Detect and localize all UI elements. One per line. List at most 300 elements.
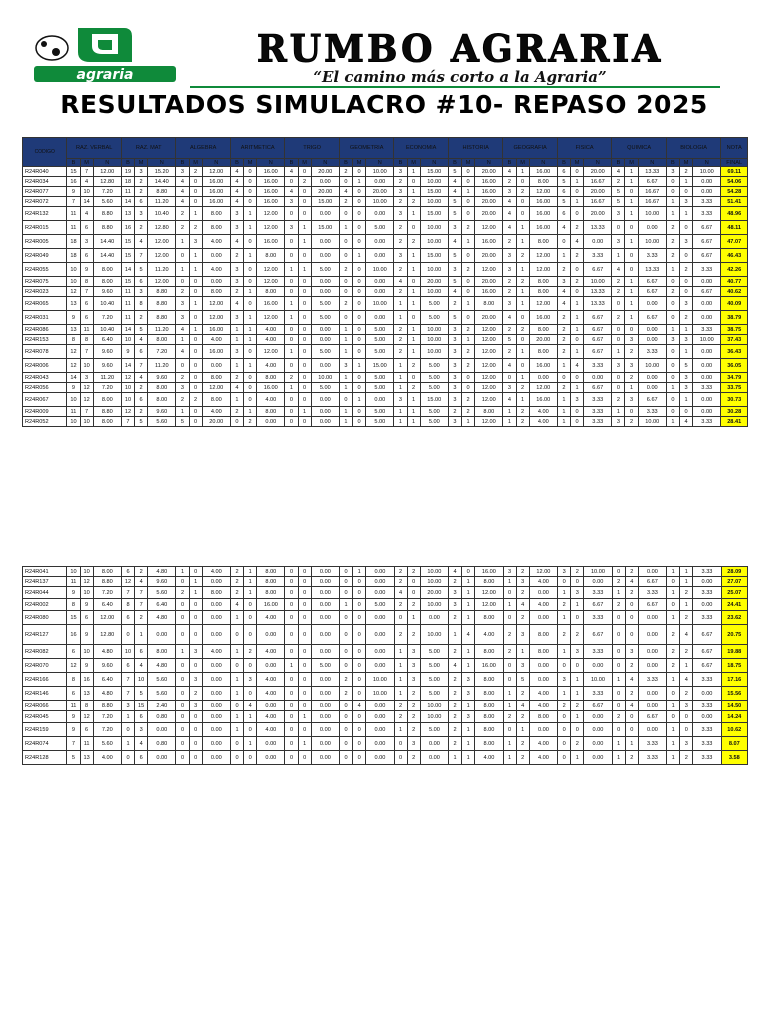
score-cell: 0.00	[638, 297, 666, 311]
score-cell: 6	[67, 687, 80, 701]
score-cell: 12.00	[257, 277, 285, 287]
score-cell: 10.00	[420, 221, 448, 235]
score-cell: 7	[135, 359, 148, 373]
score-cell: 0.00	[202, 359, 230, 373]
score-cell: 10.00	[584, 277, 612, 287]
score-cell: 5.60	[148, 587, 176, 599]
score-cell: 4	[394, 277, 407, 287]
score-cell: 5.00	[366, 599, 394, 611]
score-cell: 3	[462, 711, 475, 723]
score-cell: 16.67	[638, 197, 666, 207]
score-cell: 0	[189, 625, 202, 645]
score-cell: 12.00	[529, 249, 557, 263]
student-code: R24R159	[23, 723, 67, 737]
score-cell: 20.00	[584, 207, 612, 221]
score-cell: 16	[67, 625, 80, 645]
score-cell: 2	[189, 221, 202, 235]
score-cell: 3	[558, 673, 571, 687]
score-cell: 9	[121, 345, 134, 359]
student-code: R24R153	[23, 335, 67, 345]
score-cell: 7	[135, 599, 148, 611]
score-cell: 4	[230, 599, 243, 611]
score-cell: 3	[612, 417, 625, 427]
score-cell: 6	[135, 751, 148, 765]
score-cell: 12	[121, 373, 134, 383]
score-cell: 4	[230, 297, 243, 311]
score-cell: 12.00	[475, 599, 503, 611]
score-cell: 1	[244, 249, 257, 263]
score-cell: 12.00	[529, 187, 557, 197]
score-cell: 2	[298, 177, 311, 187]
score-cell: 0.00	[311, 751, 339, 765]
student-row	[23, 587, 748, 599]
score-cell: 0	[625, 263, 638, 277]
score-cell: 0.00	[366, 659, 394, 673]
score-cell: 0	[244, 611, 257, 625]
score-cell: 12.00	[529, 567, 557, 577]
score-cell: 3	[503, 567, 516, 577]
score-cell: 3.33	[693, 383, 721, 393]
score-cell: 1	[285, 311, 298, 325]
score-cell: 1	[176, 567, 189, 577]
score-cell: 0	[340, 723, 353, 737]
score-cell: 0.00	[366, 249, 394, 263]
student-code: R24R023	[23, 287, 67, 297]
score-cell: 20.00	[420, 587, 448, 599]
score-cell: 9	[67, 723, 80, 737]
score-cell: 6	[121, 659, 134, 673]
slogan: “El camino más corto a la Agraria”	[313, 68, 607, 86]
score-cell: 0	[285, 645, 298, 659]
score-cell: 3	[557, 277, 570, 287]
score-cell: 0.00	[257, 751, 285, 765]
score-cell: 13.33	[584, 297, 612, 311]
score-cell: 0	[189, 345, 202, 359]
score-cell: 2	[394, 345, 407, 359]
score-cell: 5.00	[366, 325, 394, 335]
score-cell: 0	[462, 287, 475, 297]
score-cell: 1	[667, 701, 680, 711]
score-cell: 0.00	[638, 567, 666, 577]
score-cell: 2	[230, 373, 243, 383]
score-cell: 0	[516, 197, 529, 207]
score-cell: 1	[679, 325, 692, 335]
score-cell: 2	[666, 249, 679, 263]
score-cell: 0	[462, 567, 475, 577]
score-cell: 16	[121, 221, 134, 235]
score-cell: 1	[667, 723, 680, 737]
score-cell: 12.00	[257, 221, 285, 235]
score-cell: 5.00	[311, 345, 339, 359]
score-cell: 6	[80, 297, 93, 311]
score-cell: 7	[80, 345, 93, 359]
score-cell: 8	[80, 701, 93, 711]
score-cell: 0.00	[311, 235, 339, 249]
score-cell: 1	[244, 335, 257, 345]
score-cell: 0.00	[311, 577, 339, 587]
student-row	[23, 599, 748, 611]
score-cell: 0	[666, 297, 679, 311]
score-cell: 4.00	[257, 325, 285, 335]
score-cell: 2	[230, 587, 243, 599]
score-cell: 0	[244, 393, 257, 407]
score-cell: 0.80	[148, 737, 176, 751]
student-code: R24R041	[23, 567, 67, 577]
score-cell: 4.00	[529, 737, 557, 751]
score-cell: 2	[503, 711, 516, 723]
score-cell: 1	[407, 345, 420, 359]
score-cell: 7.20	[93, 711, 121, 723]
score-cell: 10.00	[420, 711, 448, 723]
score-cell: 2	[557, 383, 570, 393]
score-cell: 1	[462, 235, 475, 249]
score-cell: 2	[612, 711, 625, 723]
student-row	[23, 221, 748, 235]
score-cell: 8.00	[93, 417, 121, 427]
score-cell: 5	[612, 197, 625, 207]
score-cell: 2	[571, 277, 584, 287]
student-row	[23, 335, 748, 345]
score-cell: 1	[285, 659, 298, 673]
score-cell: 16.00	[529, 393, 557, 407]
score-cell: 2	[571, 625, 584, 645]
score-cell: 5.00	[366, 221, 394, 235]
score-cell: 0.00	[638, 373, 666, 383]
score-cell: 1	[571, 311, 584, 325]
score-cell: 1	[625, 235, 638, 249]
score-cell: 1	[189, 297, 202, 311]
score-cell: 0.00	[584, 235, 612, 249]
score-cell: 5	[135, 325, 148, 335]
score-cell: 3	[462, 687, 475, 701]
final-score: 25.07	[721, 587, 747, 599]
score-cell: 12.00	[475, 345, 503, 359]
score-cell: 1	[612, 407, 625, 417]
final-score: 30.73	[721, 393, 748, 407]
score-cell: 12	[80, 393, 93, 407]
score-cell: 3	[448, 345, 461, 359]
score-cell: 0.00	[420, 751, 448, 765]
score-cell: 6	[121, 567, 134, 577]
m-header: M	[353, 159, 366, 167]
score-cell: 5.00	[420, 311, 448, 325]
score-cell: 2	[230, 249, 243, 263]
score-cell: 1	[339, 345, 352, 359]
score-cell: 16	[80, 673, 93, 687]
score-cell: 2	[339, 297, 352, 311]
score-cell: 15.00	[420, 393, 448, 407]
score-cell: 7	[80, 167, 93, 177]
score-cell: 0	[394, 611, 407, 625]
m-header: M	[516, 159, 529, 167]
final-score: 40.77	[721, 277, 748, 287]
score-cell: 8	[67, 599, 80, 611]
score-cell: 1	[407, 407, 420, 417]
score-cell: 0	[407, 577, 420, 587]
score-cell: 16.67	[638, 187, 666, 197]
student-row	[23, 625, 748, 645]
score-cell: 1	[339, 417, 352, 427]
score-cell: 10	[121, 335, 134, 345]
score-cell: 4.00	[257, 645, 285, 659]
score-cell: 0	[612, 723, 625, 737]
score-cell: 0	[625, 711, 638, 723]
score-cell: 5.60	[148, 673, 176, 687]
score-cell: 1	[298, 711, 311, 723]
score-cell: 2	[516, 611, 529, 625]
score-cell: 0.00	[693, 393, 721, 407]
score-cell: 0	[230, 417, 243, 427]
score-cell: 1	[244, 737, 257, 751]
n-header: N	[638, 159, 666, 167]
score-cell: 3	[503, 249, 516, 263]
score-cell: 2	[516, 325, 529, 335]
score-cell: 0	[285, 587, 298, 599]
score-cell: 16.00	[529, 197, 557, 207]
score-cell: 0	[353, 297, 366, 311]
score-cell: 1	[558, 645, 571, 659]
score-cell: 0.00	[366, 645, 394, 659]
score-cell: 12.00	[202, 297, 230, 311]
score-cell: 4	[176, 345, 189, 359]
score-cell: 12	[121, 407, 134, 417]
score-cell: 4	[80, 207, 93, 221]
score-cell: 10	[80, 417, 93, 427]
score-cell: 4.80	[93, 687, 121, 701]
final-score: 51.41	[721, 197, 748, 207]
score-cell: 0.00	[311, 687, 339, 701]
score-cell: 1	[516, 645, 529, 659]
score-cell: 4.00	[202, 335, 230, 345]
score-cell: 1	[558, 611, 571, 625]
score-cell: 0.00	[311, 359, 339, 373]
score-cell: 0.00	[148, 625, 176, 645]
score-cell: 0	[189, 311, 202, 325]
score-cell: 0.00	[638, 723, 666, 737]
score-cell: 3	[230, 345, 243, 359]
score-cell: 1	[353, 359, 366, 373]
score-cell: 8.00	[475, 673, 503, 687]
score-cell: 4	[135, 737, 148, 751]
score-cell: 12.00	[475, 335, 503, 345]
score-cell: 0.00	[202, 625, 230, 645]
score-cell: 0	[516, 335, 529, 345]
score-cell: 3.33	[638, 249, 666, 263]
score-cell: 5.00	[366, 407, 394, 417]
student-code: R24R031	[23, 311, 67, 325]
score-cell: 8.00	[529, 711, 557, 723]
score-cell: 0.00	[311, 587, 339, 599]
score-cell: 1	[298, 263, 311, 277]
score-cell: 5.00	[420, 297, 448, 311]
score-cell: 2	[558, 701, 571, 711]
score-cell: 4.00	[529, 407, 557, 417]
score-cell: 3.33	[693, 567, 721, 577]
score-cell: 6.67	[584, 325, 612, 335]
score-cell: 0	[244, 599, 257, 611]
b-header: B	[285, 159, 298, 167]
score-cell: 8.00	[202, 587, 230, 599]
score-cell: 0.00	[366, 723, 394, 737]
score-cell: 11.20	[148, 325, 176, 335]
score-cell: 1	[230, 393, 243, 407]
score-cell: 0.00	[202, 611, 230, 625]
score-cell: 0	[353, 335, 366, 345]
score-cell: 0	[298, 287, 311, 297]
score-cell: 2	[680, 751, 693, 765]
score-cell: 16.00	[257, 167, 285, 177]
score-cell: 6	[80, 221, 93, 235]
score-cell: 9.60	[148, 577, 176, 587]
score-cell: 0	[679, 187, 692, 197]
score-cell: 2	[135, 187, 148, 197]
score-cell: 2	[503, 345, 516, 359]
score-cell: 4	[625, 577, 638, 587]
student-code: R24R128	[23, 751, 67, 765]
score-cell: 0	[666, 393, 679, 407]
score-cell: 7	[121, 417, 134, 427]
score-cell: 0	[244, 723, 257, 737]
score-cell: 0	[176, 359, 189, 373]
score-cell: 4	[176, 325, 189, 335]
score-cell: 5.00	[311, 311, 339, 325]
score-cell: 0	[298, 311, 311, 325]
score-cell: 1	[176, 407, 189, 417]
score-cell: 0	[285, 235, 298, 249]
score-cell: 1	[667, 587, 680, 599]
score-cell: 11	[67, 221, 80, 235]
score-cell: 2	[230, 287, 243, 297]
score-cell: 0	[189, 611, 202, 625]
score-cell: 2	[516, 751, 529, 765]
final-score: 27.07	[721, 577, 747, 587]
score-cell: 15	[121, 277, 134, 287]
score-cell: 8.00	[202, 393, 230, 407]
subject-header: RAZ. MAT	[121, 138, 176, 159]
score-cell: 20.00	[311, 187, 339, 197]
score-cell: 4.00	[202, 567, 230, 577]
score-cell: 3	[189, 235, 202, 249]
score-cell: 4	[176, 177, 189, 187]
score-cell: 2	[667, 659, 680, 673]
final-score: 38.79	[721, 311, 748, 325]
score-cell: 1	[394, 687, 407, 701]
score-cell: 10	[67, 567, 80, 577]
score-cell: 0	[667, 687, 680, 701]
score-cell: 0	[667, 599, 680, 611]
b-header: B	[612, 159, 625, 167]
score-cell: 2	[394, 625, 407, 645]
score-cell: 6	[557, 207, 570, 221]
score-cell: 8.00	[257, 407, 285, 417]
score-cell: 2	[462, 393, 475, 407]
score-cell: 5.60	[148, 687, 176, 701]
score-cell: 4	[135, 335, 148, 345]
score-cell: 3	[407, 659, 420, 673]
score-cell: 6.67	[584, 263, 612, 277]
score-cell: 9	[67, 187, 80, 197]
score-cell: 8	[135, 297, 148, 311]
score-cell: 0	[298, 599, 311, 611]
student-code: R24R055	[23, 263, 67, 277]
score-cell: 20.00	[475, 207, 503, 221]
score-cell: 2	[516, 277, 529, 287]
score-cell: 3	[448, 417, 461, 427]
score-cell: 3.33	[693, 611, 721, 625]
score-cell: 1	[516, 723, 529, 737]
score-cell: 10.00	[366, 673, 394, 687]
score-cell: 3	[448, 263, 461, 277]
score-cell: 3	[230, 221, 243, 235]
score-cell: 7	[67, 737, 80, 751]
score-cell: 0	[298, 417, 311, 427]
score-cell: 1	[666, 263, 679, 277]
score-cell: 0	[558, 711, 571, 723]
score-cell: 0.00	[529, 587, 557, 599]
score-cell: 1	[462, 645, 475, 659]
score-cell: 0.00	[311, 567, 339, 577]
score-cell: 1	[462, 659, 475, 673]
score-cell: 2	[557, 311, 570, 325]
score-cell: 5	[679, 359, 692, 373]
score-cell: 4	[557, 287, 570, 297]
score-cell: 5	[448, 311, 461, 325]
n-header: N	[420, 159, 448, 167]
score-cell: 6	[135, 393, 148, 407]
score-cell: 8	[121, 599, 134, 611]
score-cell: 3	[339, 359, 352, 373]
score-cell: 0	[285, 407, 298, 417]
score-cell: 12.00	[148, 249, 176, 263]
score-cell: 8.00	[93, 277, 121, 287]
score-cell: 4	[449, 659, 462, 673]
score-cell: 8.00	[257, 587, 285, 599]
score-cell: 0	[557, 235, 570, 249]
score-cell: 8.00	[257, 567, 285, 577]
score-cell: 0	[339, 287, 352, 297]
score-cell: 0.00	[638, 383, 666, 393]
score-cell: 10.00	[420, 701, 448, 711]
b-header: B	[67, 159, 80, 167]
score-cell: 0	[558, 737, 571, 751]
score-cell: 10.00	[420, 577, 448, 587]
score-cell: 1	[407, 325, 420, 335]
score-cell: 6	[121, 611, 134, 625]
page-header	[0, 0, 768, 92]
score-cell: 0	[462, 277, 475, 287]
score-cell: 0.00	[311, 277, 339, 287]
score-cell: 0.00	[693, 577, 721, 587]
score-cell: 3	[176, 311, 189, 325]
score-cell: 4.00	[257, 723, 285, 737]
score-cell: 1	[394, 311, 407, 325]
score-cell: 1	[571, 687, 584, 701]
score-cell: 3.33	[638, 673, 666, 687]
score-cell: 8.00	[529, 325, 557, 335]
score-cell: 0	[298, 373, 311, 383]
score-cell: 0	[244, 167, 257, 177]
score-cell: 12	[67, 345, 80, 359]
score-cell: 0	[503, 611, 516, 625]
score-cell: 8.00	[202, 373, 230, 383]
score-cell: 1	[612, 345, 625, 359]
student-code: R24R049	[23, 249, 67, 263]
student-row	[23, 345, 748, 359]
score-cell: 14	[121, 197, 134, 207]
subject-header: FISICA	[557, 138, 611, 159]
student-code: R24R072	[23, 197, 67, 207]
student-code: R24R077	[23, 187, 67, 197]
